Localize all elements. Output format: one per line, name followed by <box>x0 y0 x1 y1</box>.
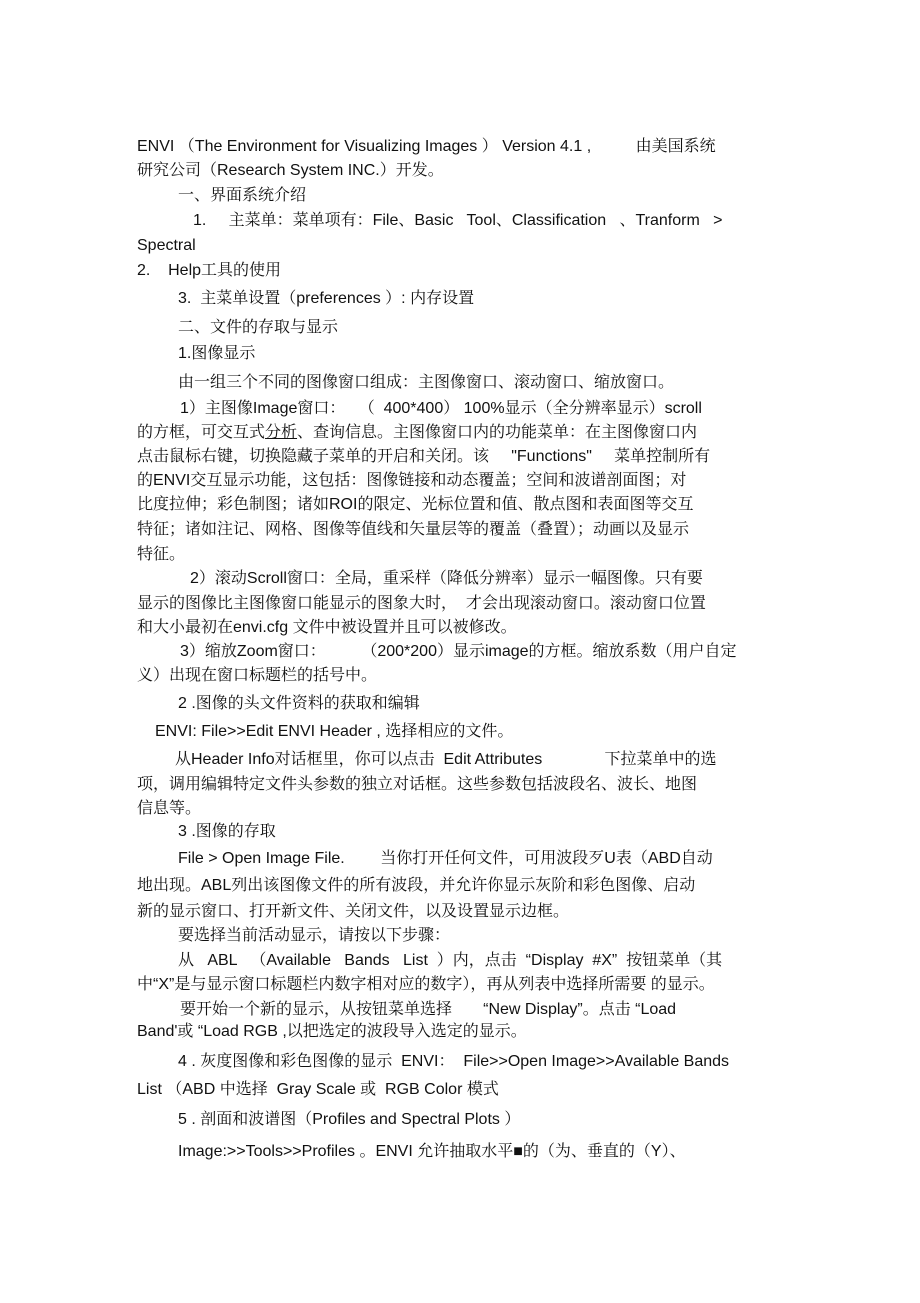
paragraph-line: 1）主图像Image窗口： （ 400*400） 100%显示（全分辨率显示）scroll <box>180 400 702 417</box>
paragraph-line: 点击鼠标右键，切换隐藏子菜单的开启和关闭。该 "Functions" 菜单控制所有 <box>137 448 711 465</box>
subheading-header-file: 2 .图像的头文件资料的获取和编辑 <box>178 695 420 712</box>
paragraph-line: 要选择当前活动显示，请按以下步骤： <box>178 927 451 944</box>
paragraph-line: ENVI: File>>Edit ENVI Header , 选择相应的文件。 <box>155 723 514 740</box>
paragraph-line: 显示的图像比主图像窗口能显示的图象大时， 才会出现滚动窗口。滚动窗口位置 <box>137 595 706 612</box>
text-span: 的方框，可交互式 <box>137 424 266 441</box>
paragraph-line <box>137 423 697 443</box>
paragraph-line: 从 ABL （Available Bands List ）内，点击 “Display #X” 按钮菜单（其 <box>178 952 723 969</box>
paragraph-line: 比度拉伸；彩色制图；诸如ROI的限定、光标位置和值、散点图和表面图等交互 <box>137 496 694 513</box>
paragraph-line: 新的显示窗口、打开新文件、关闭文件，以及设置显示边框。 <box>137 903 570 920</box>
list-item-1-cont: Spectral <box>137 237 196 254</box>
paragraph-line: 的ENVI交互显示功能，这包括：图像链接和动态覆盖；空间和波谱剖面图；对 <box>137 472 687 489</box>
paragraph-line: 3）缩放Zoom窗口： （200*200）显示image的方框。缩放系数（用户自定 <box>180 643 737 660</box>
paragraph-line: Band'或 “Load RGB ,以把选定的波段导入选定的显示。 <box>137 1023 527 1040</box>
list-item-3: 3. 主菜单设置（preferences ）: 内存设置 <box>178 290 475 307</box>
list-item-1: 1. 主菜单：菜单项有：File、Basic Tool、Classification 、Tranform > <box>193 212 723 229</box>
intro-line-1: ENVI （The Environment for Visualizing Images ） Version 4.1 , 由美国系统 <box>137 138 716 155</box>
underlined-link-text: 分析 <box>265 424 298 441</box>
paragraph-line: File > Open Image File. 当你打开任何文件，可用波段歹U表（ABD自动 <box>178 850 713 867</box>
section-heading-1: 一、界面系统介绍 <box>178 187 307 204</box>
intro-line-2: 研究公司（Research System INC.）开发。 <box>137 162 444 179</box>
section-heading-2: 二、文件的存取与显示 <box>178 319 339 336</box>
subheading-profiles: 5 . 剖面和波谱图（Profiles and Spectral Plots ） <box>178 1111 521 1128</box>
paragraph-line: 特征。 <box>137 546 186 563</box>
paragraph-line: 项，调用编辑特定文件头参数的独立对话框。这些参数包括波段名、波长、地图 <box>137 776 698 793</box>
paragraph-line: 2）滚动Scroll窗口：全局，重采样（降低分辨率）显示一幅图像。只有要 <box>190 570 703 587</box>
paragraph-line: 信息等。 <box>137 800 202 817</box>
text-span: 、查询信息。主图像窗口内的功能菜单：在主图像窗口内 <box>297 424 698 441</box>
list-item-2: 2. Help工具的使用 <box>137 262 282 279</box>
paragraph-line: Image:>>Tools>>Profiles 。ENVI 允许抽取水平■的（为、垂直的（Y）、 <box>178 1143 686 1160</box>
paragraph-line: List （ABD 中选择 Gray Scale 或 RGB Color 模式 <box>137 1081 499 1098</box>
paragraph-line: 和大小最初在envi.cfg 文件中被设置并且可以被修改。 <box>137 619 517 636</box>
paragraph-line: 由一组三个不同的图像窗口组成：主图像窗口、滚动窗口、缩放窗口。 <box>178 374 675 391</box>
paragraph-line: 要开始一个新的显示，从按钮菜单选择 “New Display”。点击 “Load <box>180 1001 677 1018</box>
paragraph-line: 义）出现在窗口标题栏的括号中。 <box>137 667 378 684</box>
paragraph-line: 特征；诸如注记、网格、图像等值线和矢量层等的覆盖（叠置）；动画以及显示 <box>137 521 690 538</box>
subheading-image-access: 3 .图像的存取 <box>178 823 276 840</box>
paragraph-line: 地出现。ABL列出该图像文件的所有波段，并允许你显示灰阶和彩色图像、启动 <box>137 877 696 894</box>
paragraph-line: 中“X”是与显示窗口标题栏内数字相对应的数字），再从列表中选择所需要 的显示。 <box>137 976 715 993</box>
subheading-gray-color-display: 4 . 灰度图像和彩色图像的显示 ENVI： File>>Open Image>>Available Bands <box>178 1053 730 1070</box>
paragraph-line: 从Header Info对话框里，你可以点击 Edit Attributes 下拉菜单中的选 <box>175 751 717 768</box>
subheading-image-display: 1.图像显示 <box>178 345 256 362</box>
